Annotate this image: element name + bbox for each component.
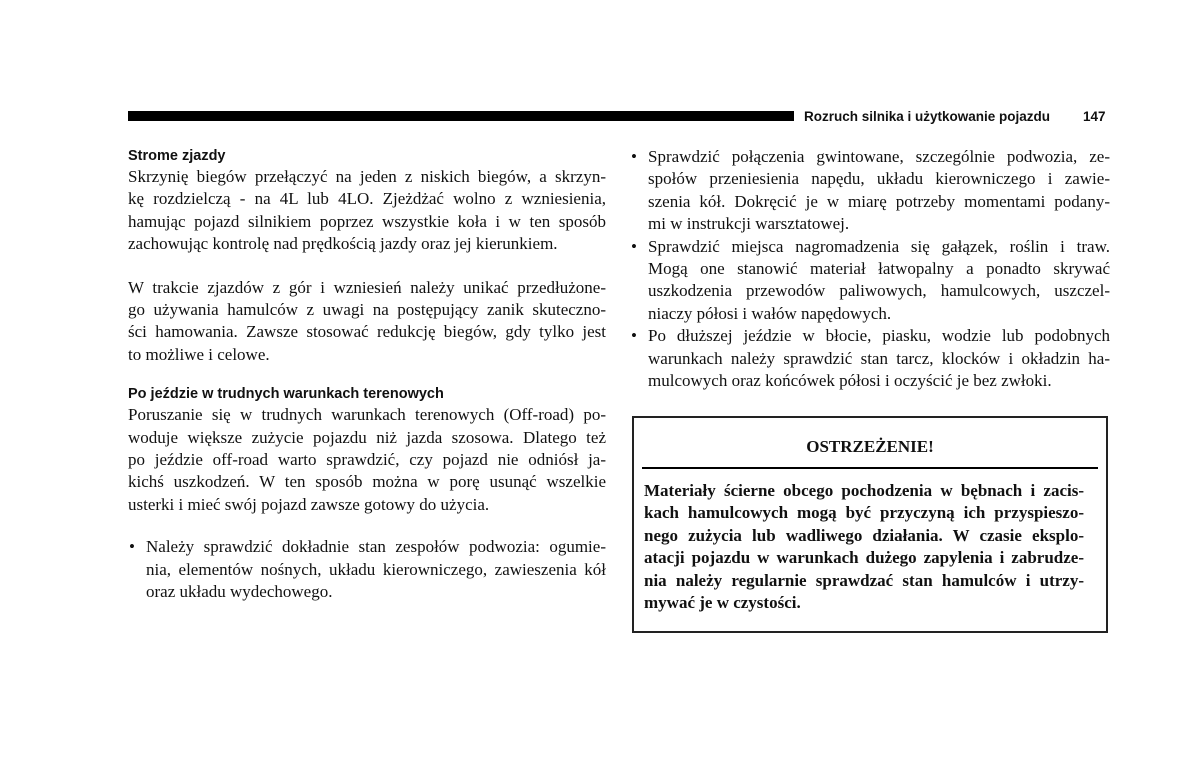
text-line: kach hamulcowych mogą być przyczyną ich przyspieszo- (644, 503, 1084, 523)
spacer (128, 366, 606, 384)
text-line: warunkach należy sprawdzić stan tarcz, klocków i okładzin ha- (648, 348, 1110, 368)
text-line: Skrzynię biegów przełączyć na jeden z niskich biegów, a skrzyn- (128, 167, 606, 186)
text-line: niaczy półosi i wałów napędowych. (648, 303, 892, 323)
text-line: hamując pojazd silnikiem poprzez wszystkie koła i w ten sposób (128, 211, 606, 231)
warning-divider (642, 467, 1098, 469)
page-number: 147 (1083, 109, 1106, 124)
text-line: oraz układu wydechowego. (146, 582, 333, 602)
text-line: Sprawdzić połączenia gwintowane, szczególnie podwozia, ze- (648, 147, 1110, 166)
bullet-icon: • (631, 236, 637, 256)
text-line: atacji pojazdu w warunkach dużego zapylenia i zabrudze- (644, 548, 1084, 568)
left-column (128, 146, 606, 604)
text-line: mi w instrukcji warsztatowej. (648, 214, 850, 234)
text-line: zachowując kontrolę nad prędkością jazdy oraz jej kierunkiem. (128, 234, 558, 254)
bullet-item-mud-driving (630, 325, 1110, 392)
right-column (630, 146, 1110, 392)
spacer (128, 256, 606, 277)
text-line: nego zużycia lub wadliwego działania. W czasie eksplo- (644, 525, 1084, 545)
text-line: Należy sprawdzić dokładnie stan zespołów podwozia: ogumie- (146, 537, 606, 557)
text-line: nia, elementów nośnych, układu kierowniczego, zawieszenia kół (146, 559, 606, 579)
bullet-icon: • (631, 326, 637, 346)
text-line: W trakcie zjazdów z gór i wzniesień należy unikać przedłużone- (128, 277, 606, 297)
text-line: Materiały ścierne obcego pochodzenia w bębnach i zacis- (644, 481, 1084, 500)
paragraph-offroad (128, 404, 606, 516)
text-line: to możliwe i celowe. (128, 344, 270, 364)
text-line: szenia kół. Dokręcić je w miarę potrzeby momentami podany- (648, 191, 1110, 211)
header-rule (128, 111, 794, 121)
bullet-item-threaded-joints (630, 146, 1110, 236)
paragraph-brake-usage (128, 277, 606, 367)
text-line: Sprawdzić miejsca nagromadzenia się gałązek, roślin i traw. (648, 236, 1110, 256)
text-line: uszkodzenia przewodów paliwowych, hamulcowych, uszczel- (648, 281, 1110, 301)
text-line: kichś uszkodzeń. W ten sposób można w porę usunąć wszelkie (128, 472, 606, 492)
bullet-item-debris (630, 236, 1110, 326)
running-header-title: Rozruch silnika i użytkowanie pojazdu (804, 109, 1051, 124)
section-heading-steep-descents: Strome zjazdy (128, 148, 226, 164)
text-line: ści hamowania. Zawsze stosować redukcję biegów, gdy tylko jest (128, 322, 606, 342)
text-line: nia należy regularnie sprawdzać stan hamulców i utrzy- (644, 570, 1084, 590)
text-line: kę rozdzielczą - na 4L lub 4LO. Zjeżdżać wolno z wzniesienia, (128, 189, 606, 209)
text-line: mulcowych oraz końcówek półosi i oczyścić je bez zwłoki. (648, 371, 1052, 391)
text-line: Poruszanie się w trudnych warunkach terenowych (Off-road) po- (128, 405, 606, 425)
section-heading-offroad: Po jeździe w trudnych warunkach terenowych (128, 386, 444, 403)
warning-box (632, 416, 1108, 633)
warning-text (644, 480, 1084, 614)
bullet-item-chassis-check (128, 536, 606, 603)
text-line: go używania hamulców z uwagi na postępujący zanik skuteczno- (128, 300, 606, 320)
text-line: Mogą one stanowić materiał łatwopalny a ponadto skrywać (648, 259, 1110, 279)
paragraph-steep-descents (128, 166, 606, 256)
spacer (128, 516, 606, 536)
text-line: Po dłuższej jeździe w błocie, piasku, wodzie lub podobnych (648, 326, 1110, 346)
text-line: mywać je w czystości. (644, 593, 801, 613)
bullet-icon: • (631, 147, 637, 166)
text-line: woduje większe zużycie pojazdu niż jazda szosowa. Dlatego też (128, 427, 606, 447)
bullet-icon: • (129, 537, 135, 557)
warning-title: OSTRZEŻENIE! (806, 437, 934, 456)
text-line: po jeździe off-road warto sprawdzić, czy pojazd nie odniósł ja- (128, 450, 606, 470)
text-line: społów przeniesienia napędu, układu kierowniczego i zawie- (648, 169, 1110, 189)
text-line: usterki i mieć swój pojazd zawsze gotowy do użycia. (128, 494, 490, 514)
